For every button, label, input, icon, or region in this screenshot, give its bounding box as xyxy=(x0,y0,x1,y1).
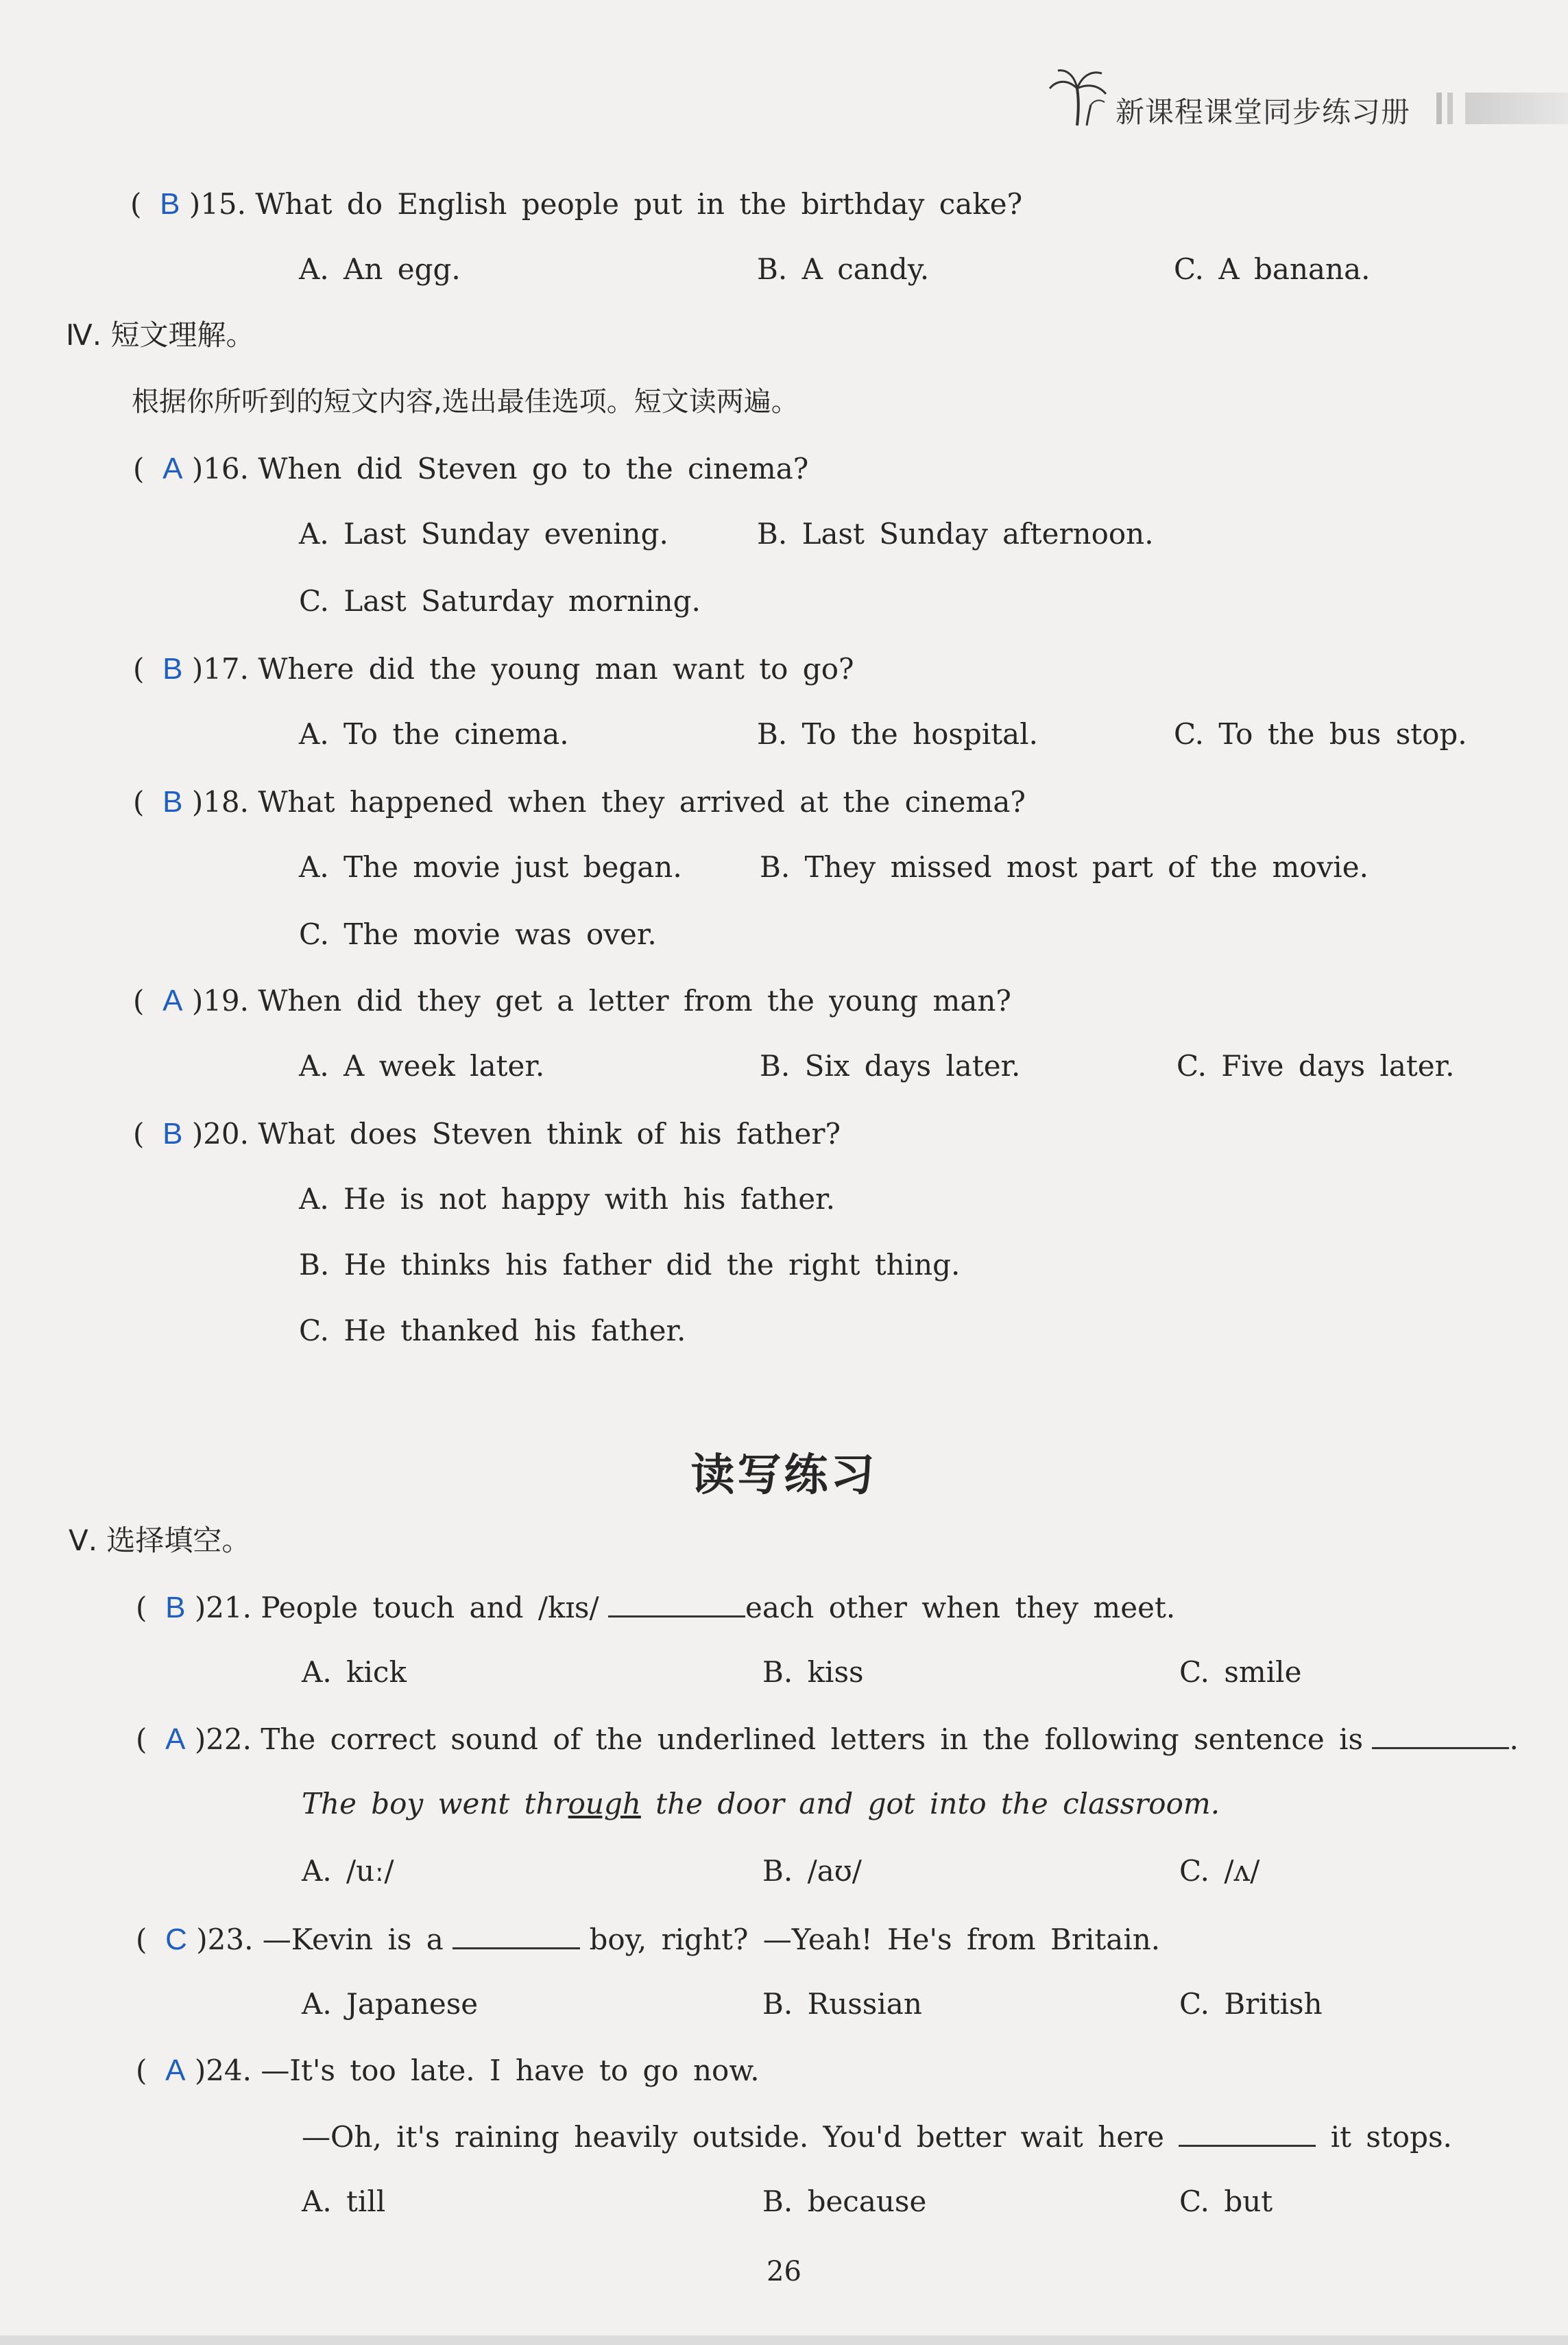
question-21: ( B )21. People touch and /kɪs/ each other when they meet. xyxy=(136,1591,1176,1624)
option-b: B. They missed most part of the movie. xyxy=(760,850,1368,884)
series-title: 新课程课堂同步练习册 xyxy=(1115,95,1411,129)
section-4-heading: Ⅳ. 短文理解。 xyxy=(66,318,255,352)
question-22: ( A )22. The correct sound of the underlined letters in the following sentence is . xyxy=(136,1722,1519,1756)
answer-17: B xyxy=(162,652,183,686)
answer-22: A xyxy=(165,1722,186,1756)
page-header xyxy=(1047,65,1568,127)
bottom-edge xyxy=(0,2335,1568,2345)
option-a: A. till xyxy=(302,2185,386,2218)
question-18: ( B )18. What happened when they arrived at the cinema? xyxy=(133,785,1026,819)
answer-blank xyxy=(1179,2121,1316,2147)
option-b: B. To the hospital. xyxy=(757,717,1038,751)
option-c: C. A banana. xyxy=(1174,252,1371,286)
question-19: ( A )19. When did they get a letter from the young man? xyxy=(133,984,1011,1018)
option-b: B. kiss xyxy=(762,1655,864,1689)
question-text: Where did the young man want to go? xyxy=(258,652,854,686)
answer-15: B xyxy=(160,187,180,221)
answer-blank xyxy=(1372,1724,1509,1749)
question-text: When did Steven go to the cinema? xyxy=(258,452,809,485)
option-c: C. He thanked his father. xyxy=(299,1314,686,1347)
option-c: C. British xyxy=(1179,1987,1323,2021)
option-a: A. A week later. xyxy=(299,1049,545,1083)
answer-blank xyxy=(453,1924,580,1949)
option-b: B. He thinks his father did the right thing. xyxy=(299,1248,961,1282)
answer-16: A xyxy=(162,452,183,485)
answer-19: A xyxy=(162,984,183,1018)
option-b: B. Russian xyxy=(762,1987,922,2021)
option-a: A. Last Sunday evening. xyxy=(299,517,668,551)
option-c: C. smile xyxy=(1179,1655,1302,1689)
question-text: When did they get a letter from the young man? xyxy=(258,984,1011,1018)
part-title: 读写练习 xyxy=(690,1450,878,1501)
question-text: What do English people put in the birthday cake? xyxy=(255,187,1023,221)
answer-18: B xyxy=(162,785,183,819)
underlined-letters: ough xyxy=(568,1787,641,1820)
page-number: 26 xyxy=(767,2256,801,2287)
example-sentence: The boy went through the door and got into the classroom. xyxy=(302,1787,1220,1820)
palm-tree-icon xyxy=(1047,65,1109,127)
option-b: B. /aʊ/ xyxy=(762,1854,862,1888)
option-c: C. but xyxy=(1179,2185,1273,2218)
option-a: A. Japanese xyxy=(302,1987,479,2021)
answer-21: B xyxy=(165,1591,186,1624)
answer-24: A xyxy=(165,2054,186,2087)
option-a: A. To the cinema. xyxy=(299,717,569,751)
question-16: ( A )16. When did Steven go to the cinema? xyxy=(133,452,809,485)
option-c: C. Five days later. xyxy=(1177,1049,1455,1083)
option-b: B. Six days later. xyxy=(760,1049,1021,1083)
option-c: C. To the bus stop. xyxy=(1174,717,1467,751)
option-a: A. The movie just began. xyxy=(299,850,682,884)
option-c: C. The movie was over. xyxy=(299,917,657,951)
section-5-heading: Ⅴ. 选择填空。 xyxy=(69,1524,251,1557)
question-20: ( B )20. What does Steven think of his father? xyxy=(133,1117,841,1151)
question-15: ( B )15. What do English people put in the birthday cake? xyxy=(130,187,1023,221)
question-text: What does Steven think of his father? xyxy=(258,1117,841,1151)
option-b: B. Last Sunday afternoon. xyxy=(757,517,1154,551)
answer-blank xyxy=(608,1592,745,1618)
option-b: B. A candy. xyxy=(757,252,930,286)
question-24: ( A )24. —It's too late. I have to go now. xyxy=(136,2054,760,2087)
header-decor-bar xyxy=(1465,93,1568,124)
option-b: B. because xyxy=(762,2185,927,2218)
option-c: C. Last Saturday morning. xyxy=(299,584,701,618)
option-c: C. /ʌ/ xyxy=(1179,1854,1260,1888)
section-4-instruction: 根据你所听到的短文内容,选出最佳选项。短文读两遍。 xyxy=(132,386,799,418)
question-24-line-2: —Oh, it's raining heavily outside. You'd better wait here it stops. xyxy=(302,2120,1452,2154)
question-17: ( B )17. Where did the young man want to go? xyxy=(133,652,854,686)
option-a: A. /uː/ xyxy=(302,1854,394,1888)
option-a: A. kick xyxy=(302,1655,407,1689)
option-a: A. An egg. xyxy=(299,252,461,286)
question-text: What happened when they arrived at the cinema? xyxy=(258,785,1026,819)
answer-20: B xyxy=(162,1117,183,1151)
option-a: A. He is not happy with his father. xyxy=(299,1182,835,1216)
question-23: ( C )23. —Kevin is a boy, right? —Yeah! He's from Britain. xyxy=(136,1923,1161,1956)
answer-23: C xyxy=(165,1923,187,1956)
